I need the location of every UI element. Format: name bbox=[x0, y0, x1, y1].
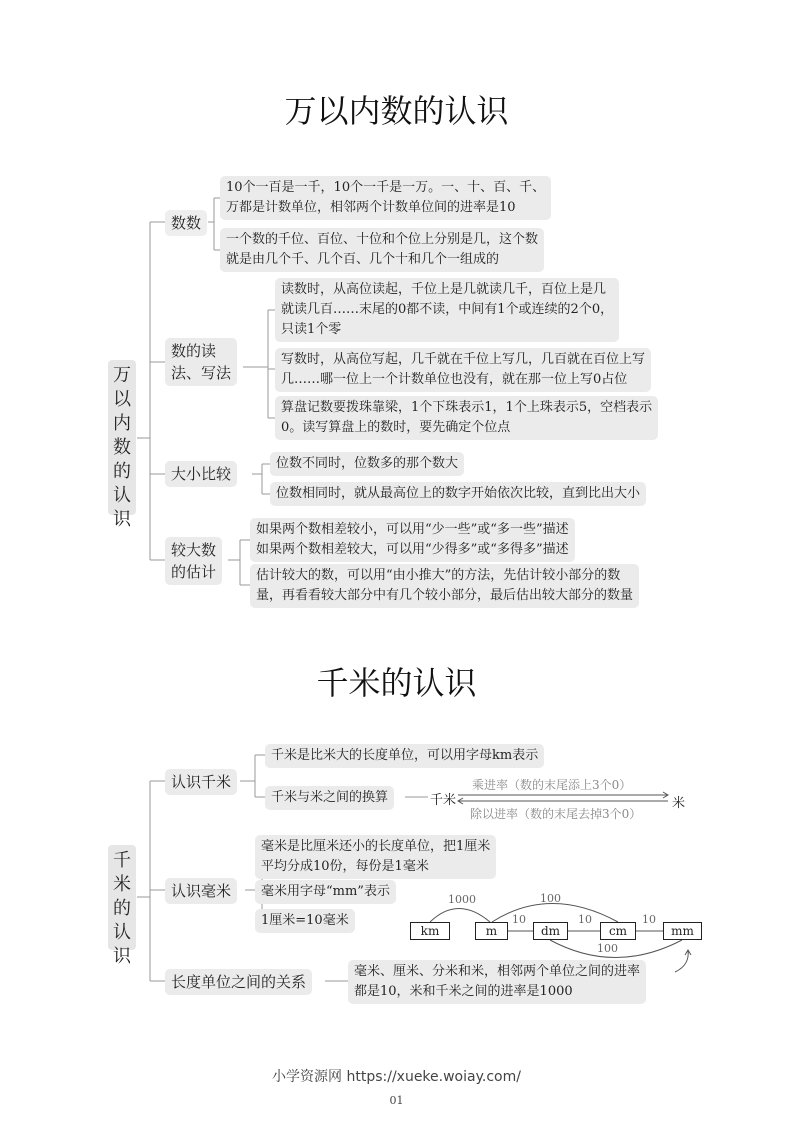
unit-km: km bbox=[410, 922, 450, 940]
leaf-estimate-method: 估计较大的数，可以用“由小推大”的方法，先估计较小部分的数 量，再看看较大部分中有几个较小部分，最后估出较大部分的数量 bbox=[250, 564, 639, 608]
conversion-from: 千米 bbox=[430, 793, 457, 808]
footer-site: 小学资源网 https://xueke.woiay.com/ bbox=[272, 1069, 521, 1085]
conversion-multiply-label: 乘进率（数的末尾添上3个0） bbox=[472, 778, 632, 792]
unit-m: m bbox=[475, 922, 508, 940]
leaf-km-conversion: 千米与米之间的换算 bbox=[265, 786, 394, 810]
branch-read-write: 数的读 法、写法 bbox=[165, 338, 237, 386]
rate-m-cm: 100 bbox=[540, 892, 561, 905]
branch-unit-relations: 长度单位之间的关系 bbox=[165, 969, 312, 995]
leaf-counting-units: 10个一百是一千，10个一千是一万。一、十、百、千、 万都是计数单位，相邻两个计数单位间的进率是10 bbox=[220, 176, 551, 220]
branch-counting: 数数 bbox=[165, 210, 207, 236]
leaf-compare-same: 位数相同时，就从最高位上的数字开始依次比较，直到比出大小 bbox=[270, 482, 646, 506]
unit-cm: cm bbox=[600, 922, 636, 940]
rate-km-m: 1000 bbox=[448, 893, 476, 906]
leaf-km-definition: 千米是比米大的长度单位，可以用字母km表示 bbox=[265, 744, 544, 768]
page-number: 01 bbox=[389, 1094, 404, 1107]
conversion-divide-label: 除以进率（数的末尾去掉3个0） bbox=[470, 807, 642, 821]
branch-millimeter: 认识毫米 bbox=[165, 878, 237, 904]
leaf-counting-composition: 一个数的千位、百位、十位和个位上分别是几，这个数 就是由几个千、几个百、几个十和几个一组成的 bbox=[220, 228, 544, 272]
leaf-mm-definition: 毫米是比厘米还小的长度单位，把1厘米 平均分成10份，每份是1毫米 bbox=[255, 835, 496, 879]
unit-dm: dm bbox=[533, 922, 568, 940]
branch-kilometer: 认识千米 bbox=[165, 769, 237, 795]
section2-root-node: 千米的认识 bbox=[108, 845, 136, 950]
rate-dm-mm: 100 bbox=[597, 942, 618, 955]
leaf-cm-mm: 1厘米=10毫米 bbox=[255, 909, 355, 933]
rate-dm-cm: 10 bbox=[578, 913, 592, 926]
unit-mm: mm bbox=[663, 922, 702, 940]
branch-estimate: 较大数 的估计 bbox=[165, 537, 222, 585]
leaf-writing: 写数时，从高位写起，几千就在千位上写几，几百就在百位上写 几……哪一位上一个计数单位也没有，就在那一位上写0占位 bbox=[275, 348, 651, 392]
rate-m-dm: 10 bbox=[512, 913, 526, 926]
conversion-to: 米 bbox=[672, 796, 686, 811]
section2-title: 千米的认识 bbox=[316, 664, 477, 702]
leaf-compare-digits: 位数不同时，位数多的那个数大 bbox=[270, 452, 464, 476]
section1-root-node: 万以内数的认识 bbox=[108, 360, 136, 515]
branch-compare: 大小比较 bbox=[165, 461, 237, 487]
leaf-estimate-describe: 如果两个数相差较小，可以用“少一些”或“多一些”描述 如果两个数相差较大，可以用“少得多”或“多得多”描述 bbox=[250, 518, 575, 562]
leaf-abacus: 算盘记数要拨珠靠梁，1个下珠表示1，1个上珠表示5，空档表示 0。读写算盘上的数时，要先确定个位点 bbox=[275, 396, 658, 440]
section1-title: 万以内数的认识 bbox=[284, 92, 509, 130]
leaf-mm-symbol: 毫米用字母“mm”表示 bbox=[255, 880, 396, 904]
leaf-reading: 读数时，从高位读起，千位上是几就读几千，百位上是几 就读几百……末尾的0都不读，中间有1个或连续的2个0， 只读1个零 bbox=[275, 278, 619, 342]
rate-cm-mm: 10 bbox=[642, 913, 656, 926]
leaf-unit-relations: 毫米、厘米、分米和米，相邻两个单位之间的进率 都是10，米和千米之间的进率是1000 bbox=[348, 960, 646, 1004]
